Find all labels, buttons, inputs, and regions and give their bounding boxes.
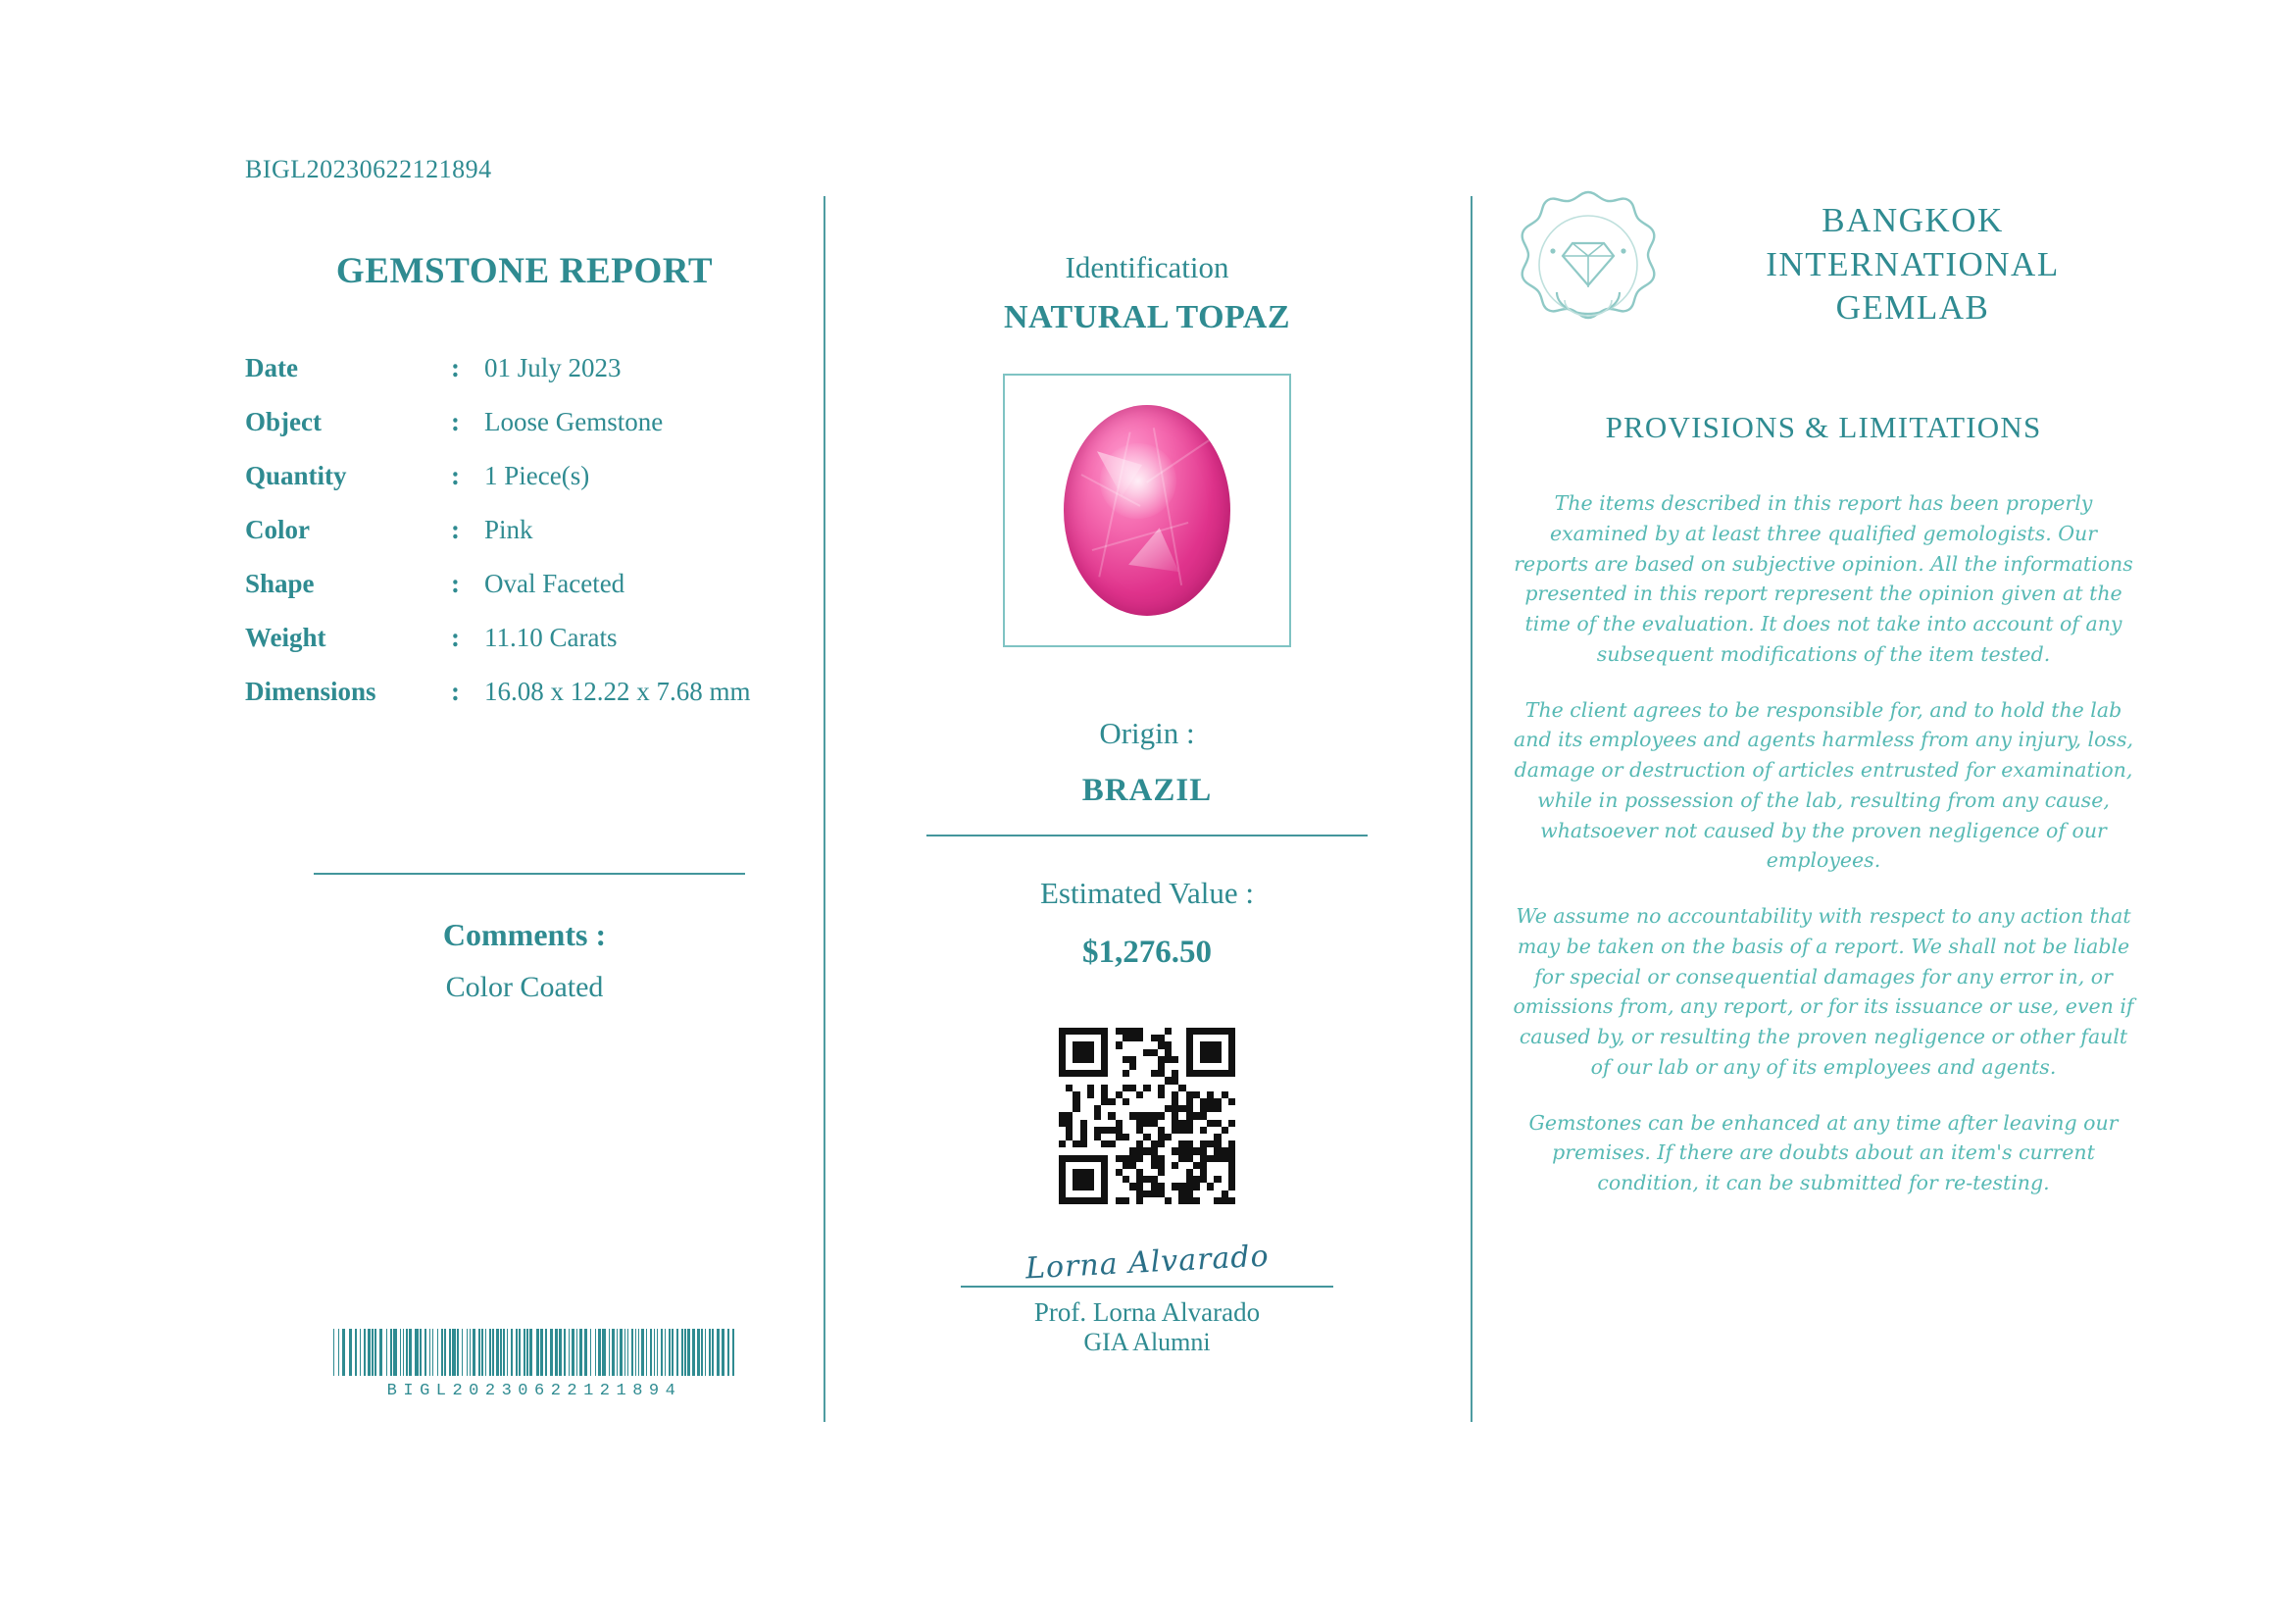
spec-colon: : (451, 461, 460, 490)
section-divider (314, 873, 745, 875)
brand-header (1510, 186, 2137, 343)
origin-label: Origin : (1099, 716, 1195, 750)
provisions-paragraph: Gemstones can be enhanced at any time after leaving our premises. If there are doubts about an item's current condition, it can be submitted for re-testing. (1528, 1110, 2119, 1194)
spec-colon: : (451, 569, 460, 598)
spec-label-quantity: Quantity (245, 461, 347, 490)
spec-colon: : (451, 407, 460, 436)
middle-divider (926, 835, 1368, 836)
origin-value: BRAZIL (1081, 773, 1213, 808)
spec-value-quantity: 1 Piece(s) (484, 461, 590, 490)
spec-label-color: Color (245, 515, 310, 544)
spec-value-date: 01 July 2023 (484, 353, 622, 382)
report-reference-id: BIGL20230622121894 (245, 155, 492, 183)
provisions-title: PROVISIONS & LIMITATIONS (1605, 410, 2042, 444)
comments-text: Color Coated (445, 971, 604, 1003)
table-row (245, 449, 751, 503)
table-row (245, 557, 751, 611)
barcode-block (333, 1329, 735, 1400)
spec-value-weight: 11.10 Carats (484, 623, 618, 652)
table-row (245, 611, 751, 665)
spec-colon: : (451, 353, 460, 382)
barcode-image (333, 1329, 735, 1376)
gem-specifications-table (245, 341, 751, 719)
spec-value-shape: Oval Faceted (484, 569, 625, 598)
table-row (245, 341, 751, 395)
spec-label-weight: Weight (245, 623, 326, 652)
brand-name (1688, 199, 2137, 330)
column-divider-right (1471, 196, 1472, 1422)
spec-label-date: Date (245, 353, 298, 382)
qr-code-icon[interactable] (1059, 1028, 1235, 1204)
signature-block (863, 1239, 1431, 1357)
left-column (186, 250, 794, 719)
pink-oval-faceted-gemstone-icon (1064, 405, 1230, 616)
table-row (245, 503, 751, 557)
spec-label-object: Object (245, 407, 322, 436)
spec-label-dimensions: Dimensions (245, 677, 376, 706)
table-row (245, 395, 751, 449)
right-column (1510, 186, 2137, 1224)
spec-colon: : (451, 623, 460, 652)
estimated-value-label: Estimated Value : (1039, 876, 1255, 910)
column-divider-left (824, 196, 825, 1422)
signature-script: Lorna Alvarado (1023, 1239, 1271, 1287)
middle-column (863, 250, 1431, 1357)
signature-line (961, 1286, 1333, 1288)
brand-line-2: INTERNATIONAL (1766, 244, 2060, 283)
spec-value-color: Pink (484, 515, 533, 544)
gemstone-photo-frame (1003, 374, 1291, 647)
brand-line-3: GEMLAB (1835, 288, 1990, 328)
estimated-value-amount: $1,276.50 (1082, 935, 1212, 970)
spec-value-dimensions: 16.08 x 12.22 x 7.68 mm (484, 677, 751, 706)
spec-colon: : (451, 677, 460, 706)
provisions-paragraph: The client agrees to be responsible for, and to hold the lab and its employees and agents harmless from any injury, loss, damage or destruction of articles entrusted for examination, while in possession of the lab, resulting from any cause, whatsoever not caused by the proven negligence of our employees. (1514, 697, 2133, 873)
identification-label: Identification (1065, 250, 1229, 284)
brand-line-1: BANGKOK (1822, 200, 2004, 239)
identification-value: NATURAL TOPAZ (1003, 299, 1291, 335)
signatory-credential: GIA Alumni (1083, 1328, 1211, 1356)
signatory-name: Prof. Lorna Alvarado (1033, 1297, 1261, 1327)
spec-colon: : (451, 515, 460, 544)
provisions-body (1510, 488, 2137, 1198)
provisions-paragraph: The items described in this report has been properly examined by at least three qualified gemologists. Our reports are based on subjective opinion. All the informations presented in this report represent the opinion given at the time of the evaluation. It does not take into account of any subsequent modifications of the item tested. (1514, 491, 2133, 666)
barcode-number: BIGL20230622121894 (386, 1382, 682, 1400)
page-title: GEMSTONE REPORT (335, 251, 714, 291)
comments-section (186, 917, 863, 1004)
spec-value-object: Loose Gemstone (484, 407, 664, 436)
gemlab-seal-icon (1510, 186, 1667, 343)
table-row (245, 665, 751, 719)
comments-title: Comments : (442, 917, 607, 952)
spec-label-shape: Shape (245, 569, 315, 598)
provisions-paragraph: We assume no accountability with respect to any action that may be taken on the basis of a report. We shall not be liable for special or consequential damages for any error in, or omissions from, any report, or for its issuance or use, even if caused by, or resulting the proven negligence or other fault of our lab or any of its employees and agents. (1513, 904, 2134, 1079)
